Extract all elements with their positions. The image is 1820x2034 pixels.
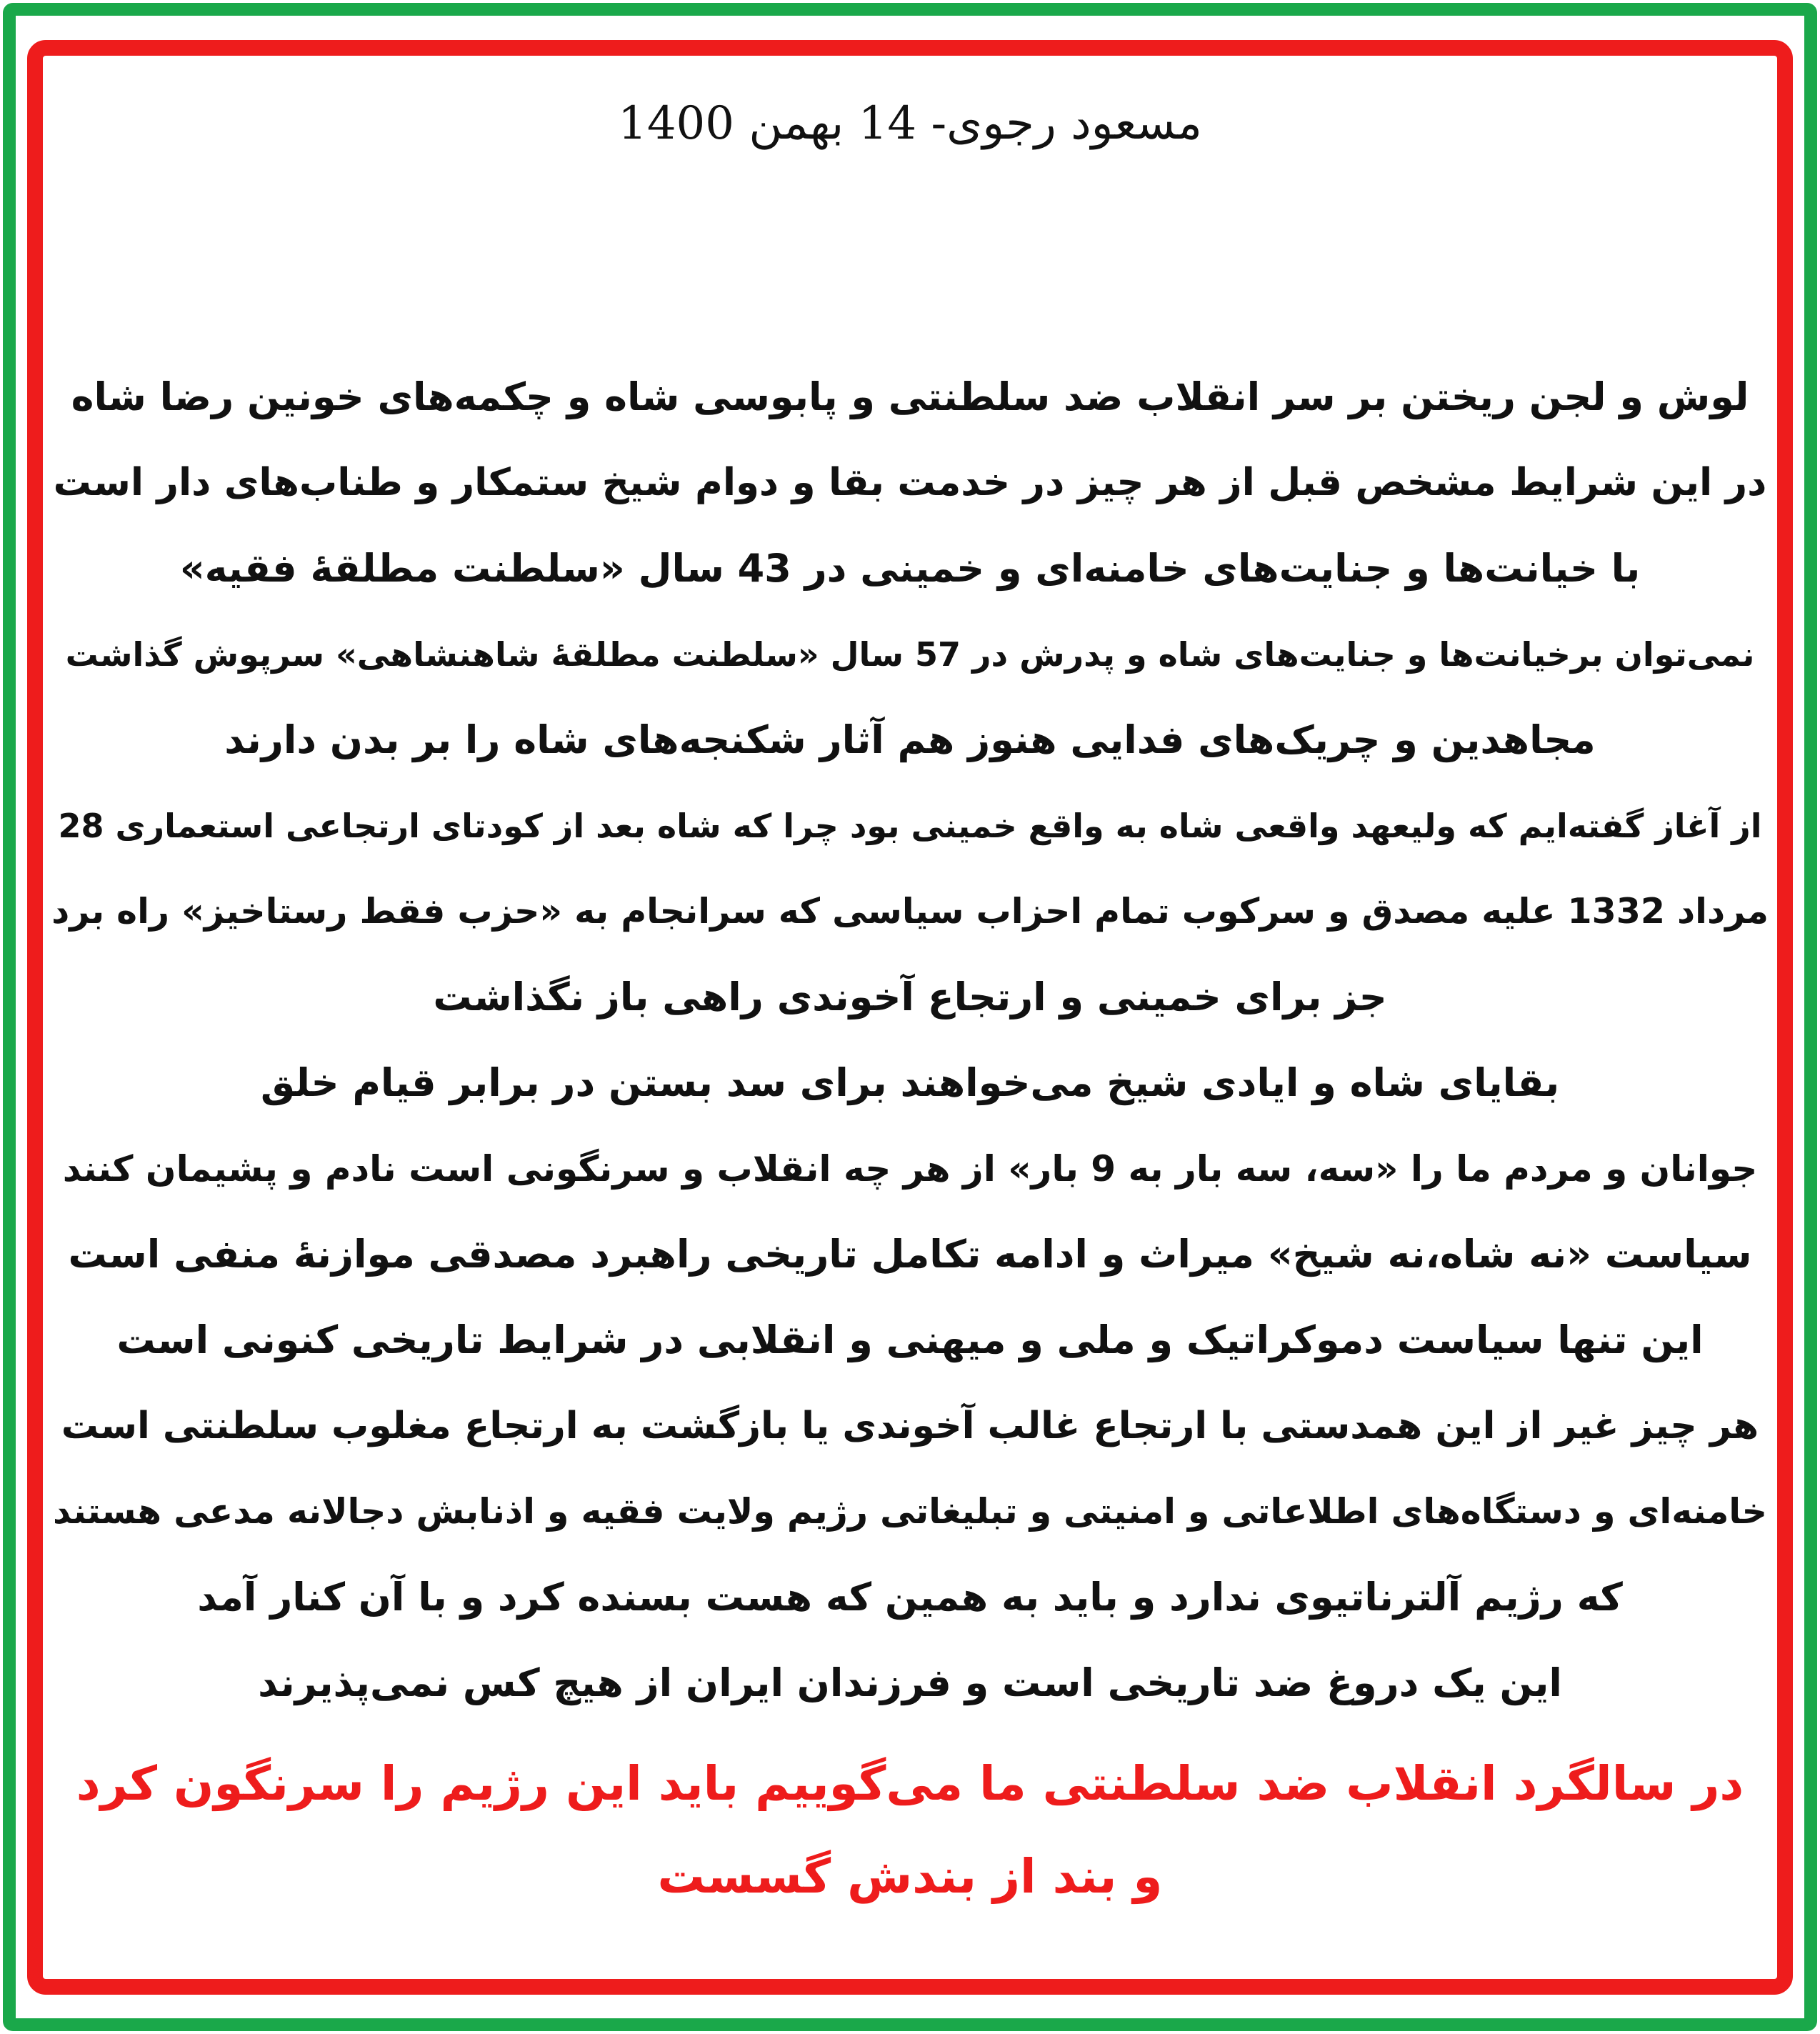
- statement-line: این تنها سیاست دموکراتیک و ملی و میهنی و انقلابی در شرایط تاریخی کنونی است: [116, 1317, 1704, 1362]
- statement-line: هر چیز غیر از این همدستی با ارتجاع غالب آخوندی یا بازگشت به ارتجاع مغلوب سلطنتی است: [61, 1405, 1759, 1447]
- statement-line: بقایای شاه و ایادی شیخ می‌خواهند برای سد بستن در برابر قیام خلق: [260, 1060, 1560, 1105]
- header-byline: مسعود رجوی- 14 بهمن 1400: [618, 97, 1202, 150]
- statement-line: در این شرایط مشخص قبل از هر چیز در خدمت بقا و دوام شیخ ستمکار و طناب‌های دار است: [53, 461, 1767, 504]
- statement-body: [43, 354, 1777, 1726]
- statement-line: مرداد 1332 علیه مصدق و سرکوب تمام احزاب سیاسی که سرانجام به «حزب فقط رستاخیز» راه برد: [51, 891, 1769, 932]
- statement-line: سیاست «نه شاه،نه شیخ» میراث و ادامه تکامل تاریخی راهبرد مصدقی موازنهٔ منفی است: [68, 1232, 1752, 1277]
- closing-line: در سالگرد انقلاب ضد سلطنتی ما می‌گوییم باید این رژیم را سرنگون کرد: [76, 1756, 1744, 1811]
- closing-line: و بند از بندش گسست: [657, 1849, 1163, 1904]
- statement-line: مجاهدین و چریک‌های فدایی هنوز هم آثار شکنجه‌های شاه را بر بدن دارند: [224, 717, 1596, 762]
- statement-line: از آغاز گفته‌ایم که ولیعهد واقعی شاه به واقع خمینی بود چرا که شاه بعد از کودتای ارتجاعی استعماری 28: [58, 807, 1762, 845]
- statement-line: جوانان و مردم ما را «سه، سه بار به 9 بار» از هر چه انقلاب و سرنگونی است نادم و پشیمان کنند: [62, 1148, 1758, 1190]
- statement-line: با خیانت‌ها و جنایت‌های خامنه‌ای و خمینی در 43 سال «سلطنت مطلقهٔ فقیه»: [179, 546, 1641, 591]
- statement-content: [43, 56, 1777, 1979]
- statement-line: لوش و لجن ریختن بر سر انقلاب ضد سلطنتی و پابوسی شاه و چکمه‌های خونین رضا شاه: [71, 374, 1749, 419]
- closing-statement: [43, 1738, 1777, 1923]
- statement-line: این یک دروغ ضد تاریخی است و فرزندان ایران از هیچ کس نمی‌پذیرند: [258, 1660, 1562, 1705]
- statement-line: نمی‌توان برخیانت‌ها و جنایت‌های شاه و پدرش در 57 سال «سلطنت مطلقهٔ شاهنشاهی» سرپوش گذاشت: [65, 635, 1755, 674]
- statement-line: خامنه‌ای و دستگاه‌های اطلاعاتی و امنیتی و تبلیغاتی رژیم ولایت فقیه و اذنابش دجالانه مدعی هستند: [53, 1491, 1767, 1532]
- statement-line: جز برای خمینی و ارتجاع آخوندی راهی باز نگذاشت: [433, 974, 1387, 1020]
- statement-line: که رژیم آلترناتیوی ندارد و باید به همین که هست بسنده کرد و با آن کنار آمد: [197, 1575, 1623, 1620]
